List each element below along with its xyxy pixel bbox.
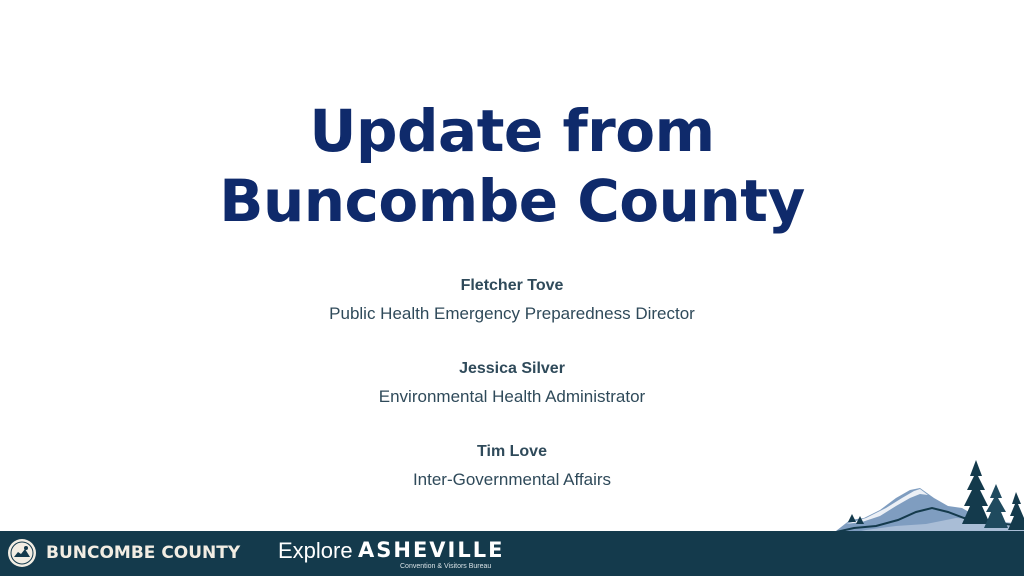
cvb-tagline: Convention & Visitors Bureau xyxy=(400,563,492,570)
footer-band xyxy=(0,531,1024,576)
presenter-role: Public Health Emergency Preparedness Director xyxy=(329,304,695,323)
county-name-logo: BUNCOMBE COUNTY xyxy=(46,543,241,563)
explore-logo-text: Explore xyxy=(278,538,353,563)
slide-title xyxy=(0,96,1024,236)
presenter-name: Jessica Silver xyxy=(459,360,565,377)
county-seal-icon xyxy=(7,538,37,568)
mountain-trees-icon xyxy=(836,458,1024,538)
presenter-item xyxy=(0,357,1024,440)
presenter-role: Inter-Governmental Affairs xyxy=(412,470,612,489)
presenter-name: Fletcher Tove xyxy=(460,277,564,294)
title-line-1: Update from xyxy=(309,97,715,165)
title-line-2: Buncombe County xyxy=(219,167,805,235)
presenter-role: Environmental Health Administrator xyxy=(378,387,646,406)
asheville-logo-text: ASHEVILLE xyxy=(358,538,505,562)
presenter-item xyxy=(0,274,1024,357)
presenter-name: Tim Love xyxy=(477,443,547,460)
